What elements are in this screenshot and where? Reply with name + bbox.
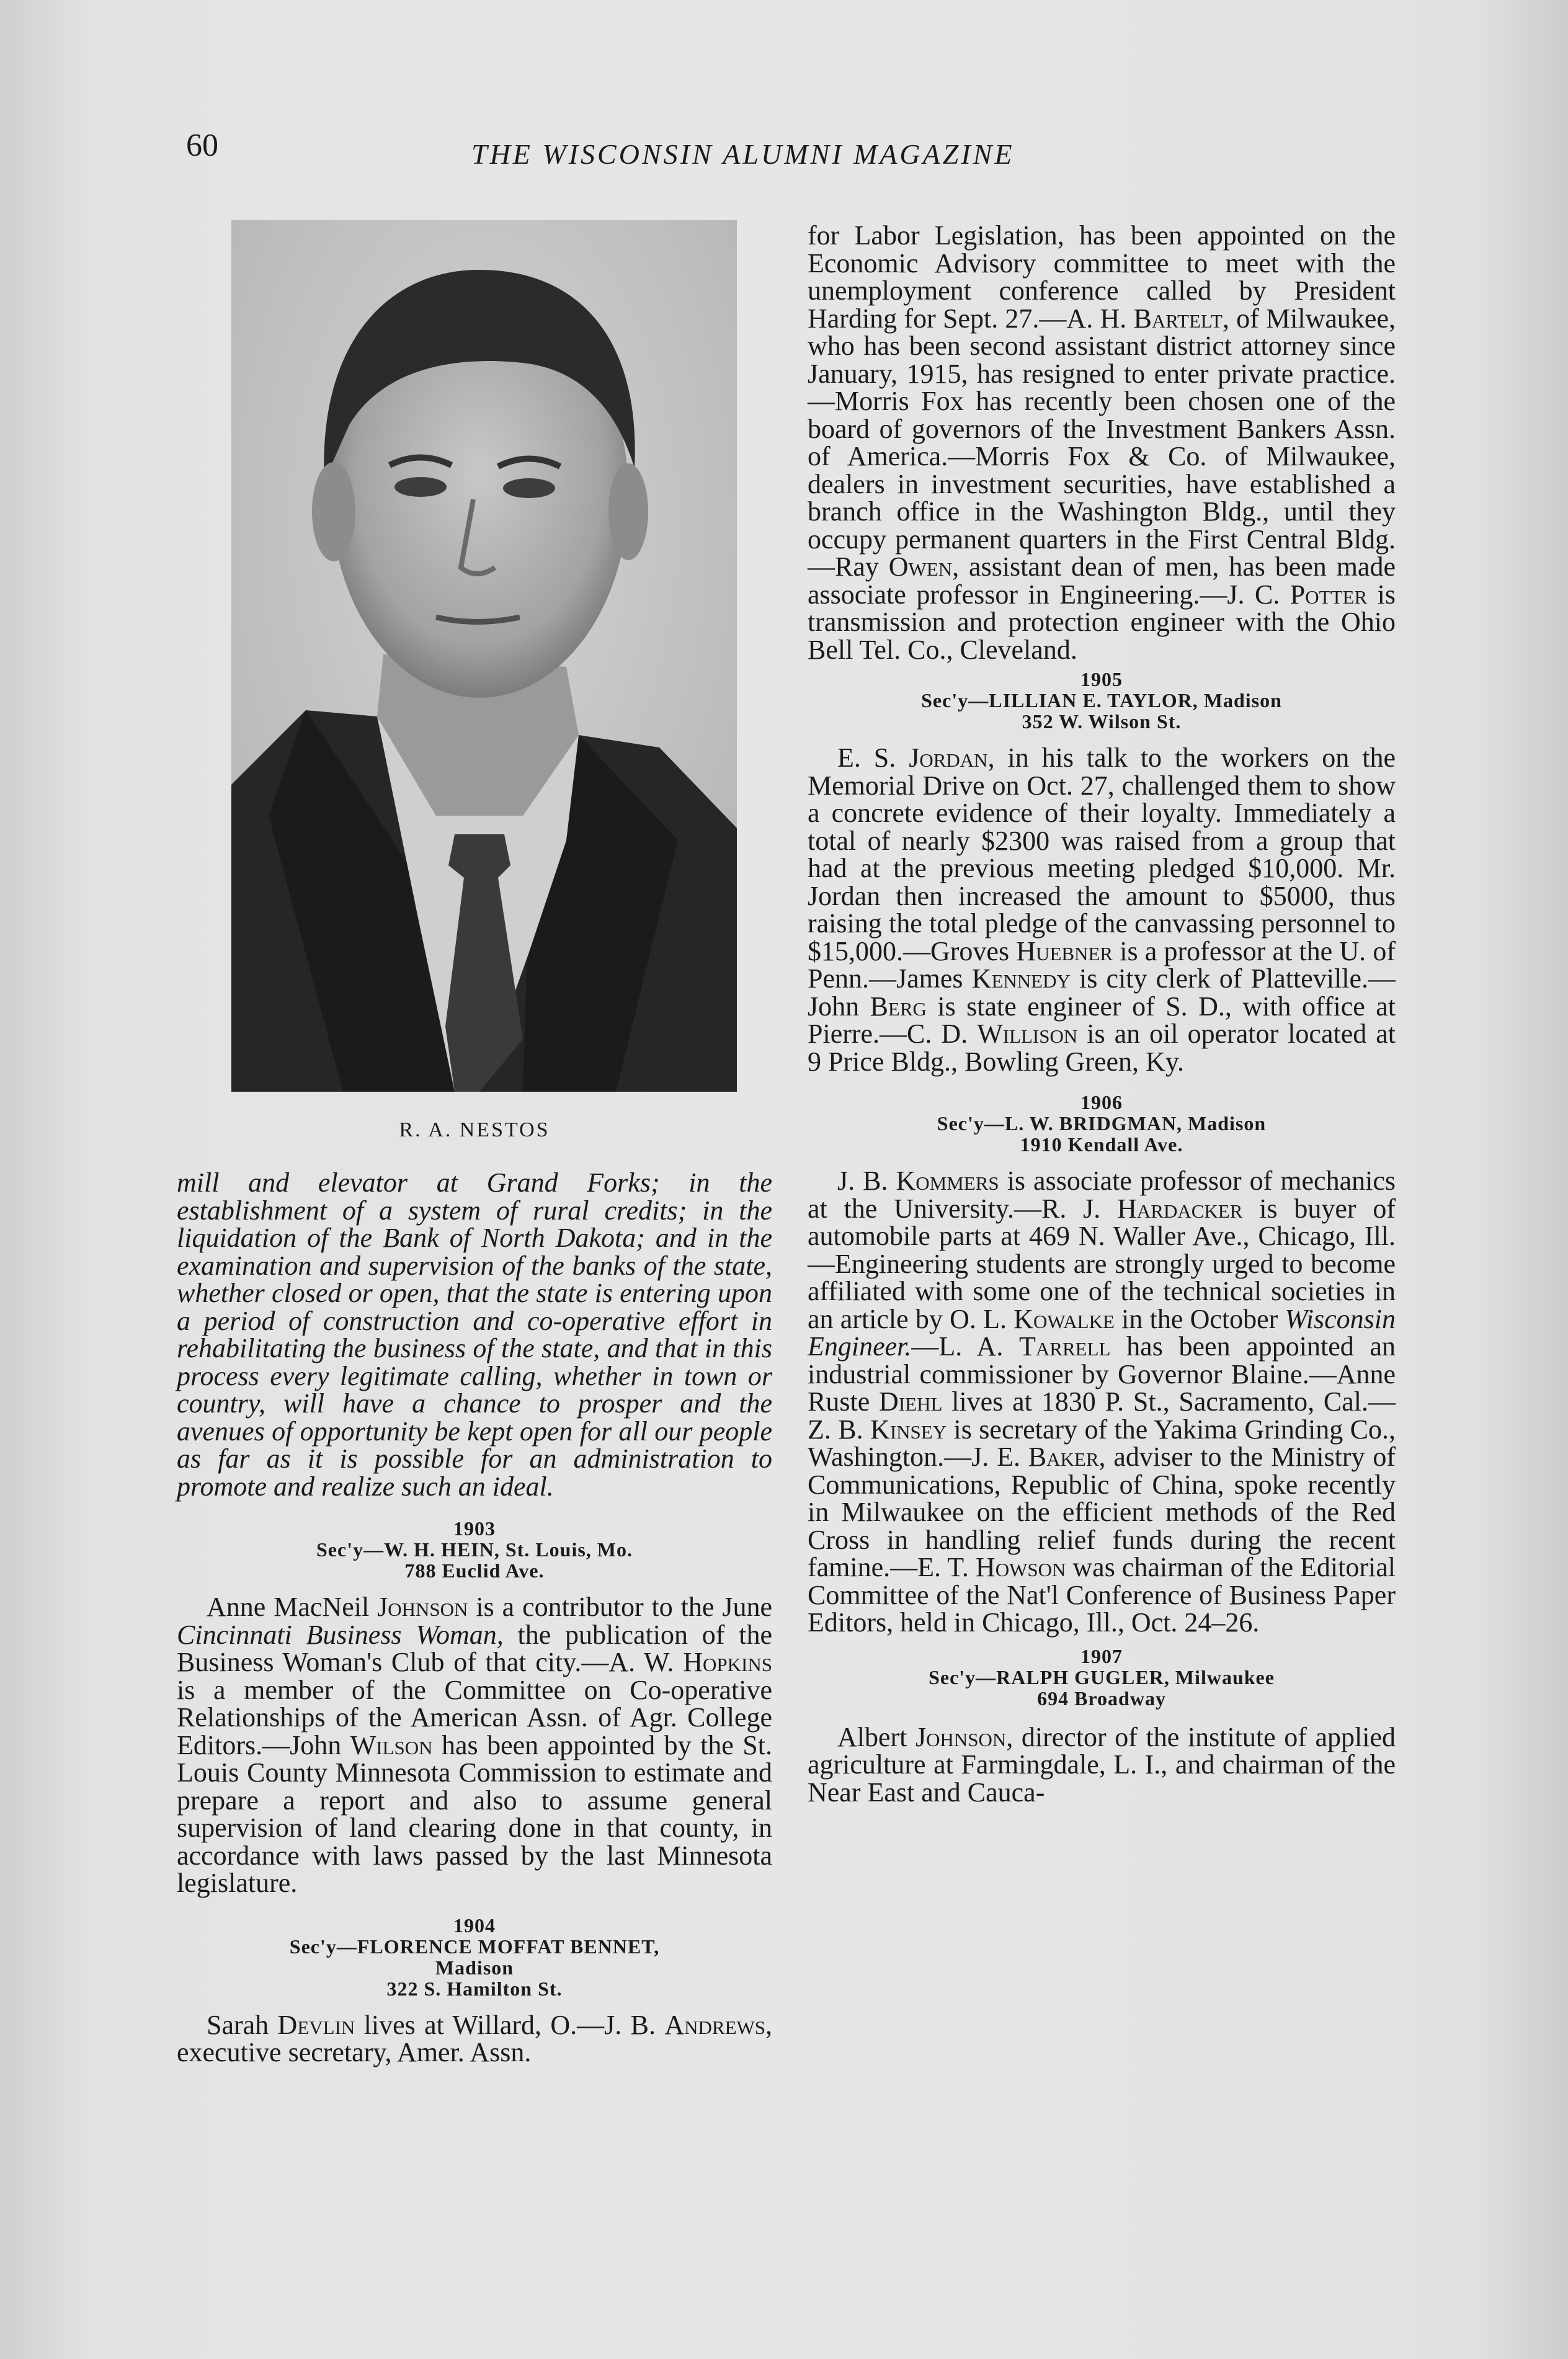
surname: Owen	[888, 551, 953, 582]
text-run: is secretary of the Yakima Grinding Co., Washington.—J. E.	[808, 1414, 1396, 1472]
class-1904-year: 1904	[453, 1914, 496, 1937]
text-run: Anne MacNeil	[207, 1592, 378, 1622]
text-run: has been appointed an industrial commissioner by Governor Blaine.—Anne Ruste	[808, 1331, 1396, 1417]
class-1904-news	[177, 2009, 773, 2067]
surname: Diehl	[879, 1386, 943, 1417]
surname: Willison	[977, 1019, 1078, 1049]
surname: Kowalke	[1013, 1303, 1115, 1334]
class-1906-address: 1910 Kendall Ave.	[1020, 1133, 1183, 1156]
text-run: is buyer of automobile parts at 469 N. Waller Ave., Chicago, Ill.—Engineering students are strongly urged to become affiliated with some one of the technical societies in an article by O. L.	[808, 1193, 1396, 1334]
surname: Bartelt	[1133, 303, 1223, 334]
surname: Hardacker	[1117, 1193, 1243, 1224]
publication-title: Wisconsin Engineer.	[808, 1303, 1396, 1362]
surname: Johnson	[377, 1592, 468, 1622]
surname: Howson	[975, 1552, 1066, 1582]
running-head: THE WISCONSIN ALUMNI MAGAZINE	[471, 138, 1015, 170]
page-number: 60	[186, 128, 218, 163]
class-1903-secretary: Sec'y—W. H. HEIN, St. Louis, Mo.	[316, 1538, 633, 1561]
publication-title: Cincinnati Business Woman,	[177, 1619, 504, 1650]
surname: Tarrell	[1019, 1331, 1111, 1362]
class-1905-secretary: Sec'y—LILLIAN E. TAYLOR, Madison	[921, 689, 1282, 711]
text-run: , director of the institute of applied agriculture at Farmingdale, L. I., and chairman of the Near East and Cauca-	[808, 1721, 1396, 1808]
class-1907-address: 694 Broadway	[1037, 1687, 1166, 1710]
class-1903-news	[177, 1594, 772, 1897]
text-run: —L. A.	[911, 1331, 1020, 1362]
surname: Kommers	[896, 1166, 999, 1196]
text-run: lives at Willard, O.—J. B.	[355, 2009, 665, 2040]
surname: Devlin	[277, 2009, 355, 2040]
class-1906-year: 1906	[1080, 1091, 1123, 1113]
surname: Baker	[1028, 1442, 1099, 1472]
text-run: the publication of the Business Woman's Club of that city.—A. W.	[177, 1619, 772, 1677]
surname: Johnson	[915, 1721, 1007, 1752]
class-1905-news	[808, 744, 1396, 1076]
text-run: is a contributor to the June	[468, 1592, 773, 1622]
text-run: , assistant dean of men, has been made associate professor in Engineering.—J. C.	[808, 551, 1396, 610]
surname: Kinsey	[870, 1414, 947, 1445]
class-1904-address: 322 S. Hamilton St.	[386, 1977, 563, 2000]
class-1907-secretary: Sec'y—RALPH GUGLER, Milwaukee	[929, 1666, 1275, 1688]
class-1906-secretary: Sec'y—L. W. BRIDGMAN, Madison	[937, 1112, 1267, 1135]
surname: Berg	[870, 991, 927, 1022]
text-run: for Labor Legislation, has been appointed on the Economic Advisory committee to meet with the unemployment conference called by President Harding for Sept. 27.—A. H.	[808, 220, 1396, 334]
class-1904-secretary: Sec'y—FLORENCE MOFFAT BENNET,	[289, 1935, 660, 1958]
surname: Huebner	[1016, 935, 1113, 966]
text-run: , executive secretary, Amer. Assn.	[177, 2009, 773, 2067]
text-run: in the October	[1114, 1303, 1285, 1334]
text-run: , adviser to the Ministry of Communications, Republic of China, spoke recently in Milwaukee on the efficient methods of the Red Cross in handling relief funds during the recent famine.—E. T.	[808, 1442, 1396, 1582]
surname: Potter	[1290, 579, 1368, 610]
photo-caption: R. A. NESTOS	[399, 1118, 550, 1141]
class-1907-news	[808, 1721, 1396, 1808]
text-run: is a member of the Committee on Co-operative Relationships of the American Assn. of Agr. College Editors.—John	[177, 1674, 772, 1760]
text-run: Sarah	[207, 2009, 278, 2040]
class-1903-address: 788 Euclid Ave.	[404, 1559, 545, 1582]
text-run: Albert	[837, 1721, 915, 1752]
left-column	[177, 1169, 772, 2067]
surname: Kennedy	[971, 963, 1071, 994]
surname: Hopkins	[683, 1647, 772, 1677]
text-run: is city clerk of Platteville.—John	[808, 963, 1396, 1022]
text-run: , of Milwaukee, who has been second assistant district attorney since January, 1915, has resigned to enter private practice.—Morris Fox has recently been chosen one of the board of governors of the Investment Bankers Assn. of America.—Morris Fox & Co. of Milwaukee, dealers in investment securities, have established a branch office in the Washington Bldg., until they occupy permanent quarters in the First Central Bldg.—Ray	[808, 303, 1396, 582]
text-run: is associate professor of mechanics at the University.—R. J.	[808, 1166, 1396, 1224]
quote-paragraph: mill and elevator at Grand Forks; in the establishment of a system of rural credits; in the liquidation of the Bank of North Dakota; and in the examination and supervision of the banks of the state, whether closed or open, that the state is entering upon a period of construction and co-operative effort in rehabilitating the business of the state, and that in this process every legitimate calling, whether in town or country, will have a chance to prosper and the avenues of opportunity be kept open for all our people as far as it is possible for an administration to promote and realize such an ideal.	[177, 1167, 772, 1502]
surname: Andrews	[664, 2009, 766, 2040]
class-1905-year: 1905	[1080, 668, 1123, 690]
text-run: , in his talk to the workers on the Memorial Drive on Oct. 27, challenged them to show a concrete evidence of their loyalty. Immediately a total of nearly $2300 was raised from a group that had at the previous meeting pledged $10,000. Mr. Jordan then increased the amount to $5000, thus raising the total pledge of the canvassing personnel to $15,000.—Groves	[808, 742, 1396, 966]
class-1903-year: 1903	[453, 1517, 496, 1540]
text-run: has been appointed by the St. Louis County Minnesota Commission to estimate and prepare a report and also to assume general supervision of land clearing done in that county, in accordance with laws passed by the last Minnesota legislature.	[177, 1729, 772, 1898]
class-1904-city: Madison	[435, 1956, 514, 1979]
surname: Wilson	[350, 1729, 433, 1760]
continued-news	[808, 222, 1396, 664]
surname: Jordan	[909, 742, 988, 773]
class-1906-news	[808, 1167, 1396, 1637]
right-column	[808, 222, 1396, 1806]
portrait-photo	[231, 220, 737, 1092]
text-run: is state engineer of S. D., with office at Pierre.—C. D.	[808, 991, 1396, 1049]
text-run: was chairman of the Editorial Committee of the Nat'l Conference of Business Paper Editors, held in Chicago, Ill., Oct. 24–26.	[808, 1552, 1396, 1638]
class-1905-address: 352 W. Wilson St.	[1022, 710, 1182, 733]
text-run: is an oil operator located at 9 Price Bldg., Bowling Green, Ky.	[808, 1019, 1396, 1077]
text-run: is transmission and protection engineer with the Ohio Bell Tel. Co., Cleveland.	[808, 579, 1396, 665]
text-run: is a professor at the U. of Penn.—James	[808, 935, 1396, 994]
class-1907-year: 1907	[1080, 1644, 1123, 1667]
text-run: E. S.	[837, 742, 909, 773]
text-run: J. B.	[837, 1166, 896, 1196]
text-run: lives at 1830 P. St., Sacramento, Cal.—Z. B.	[808, 1386, 1396, 1445]
portrait-illustration	[231, 220, 737, 1092]
